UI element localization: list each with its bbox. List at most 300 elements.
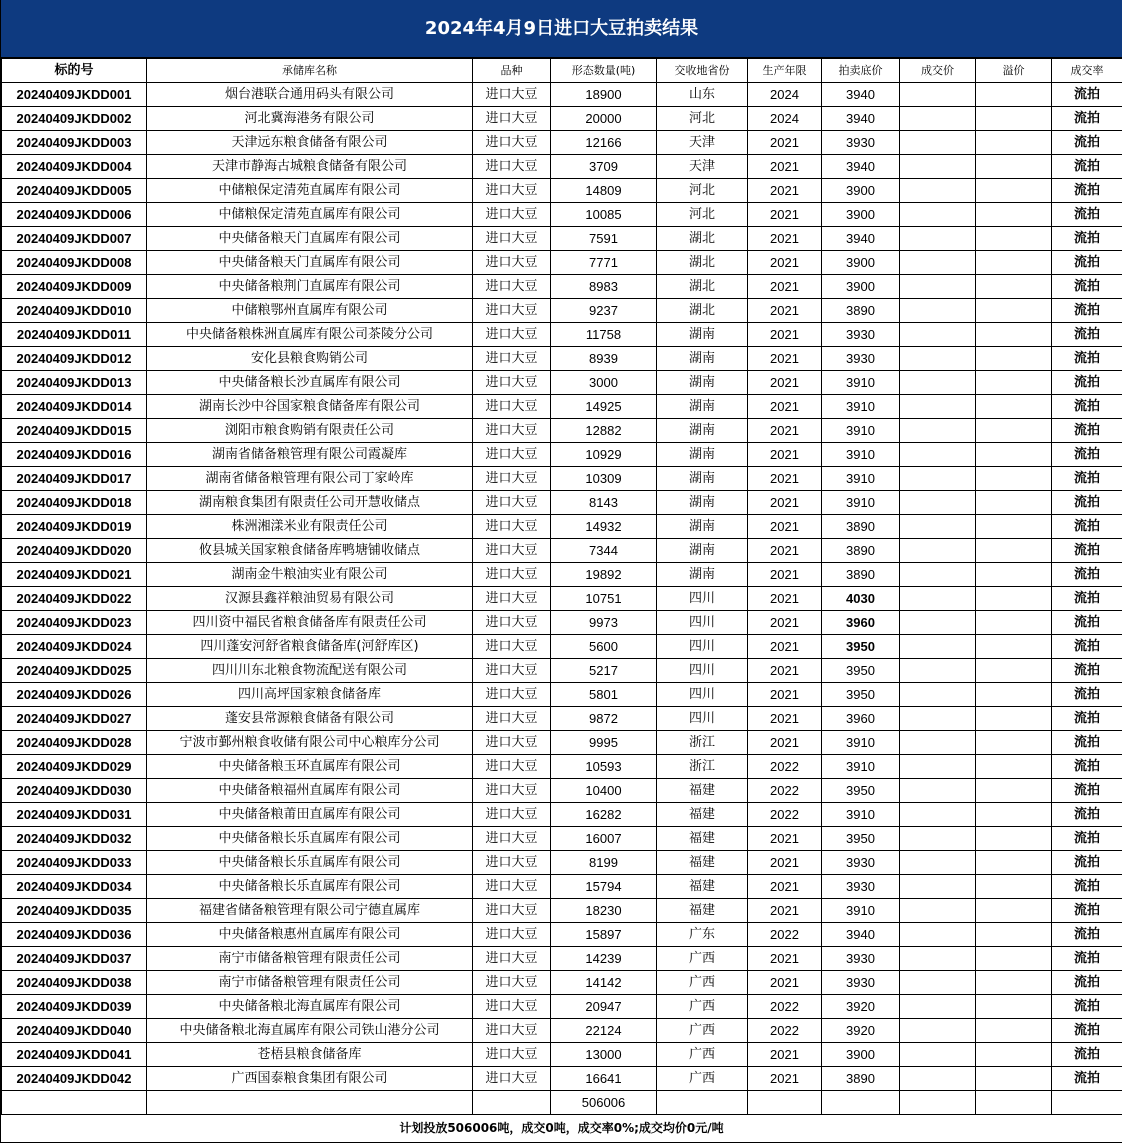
cell-warehouse: 攸县城关国家粮食储备库鸭塘铺收储点 — [147, 539, 473, 563]
cell-premium — [976, 419, 1052, 443]
cell-province: 福建 — [657, 851, 748, 875]
cell-warehouse: 河北冀海港务有限公司 — [147, 107, 473, 131]
cell-deal-price — [900, 275, 976, 299]
cell-lot: 20240409JKDD022 — [2, 587, 147, 611]
total-blank-province — [657, 1091, 748, 1115]
cell-reserve-price: 3950 — [822, 659, 900, 683]
cell-lot: 20240409JKDD011 — [2, 323, 147, 347]
cell-province: 河北 — [657, 179, 748, 203]
cell-deal-price — [900, 83, 976, 107]
table-row — [2, 155, 1122, 179]
cell-deal-price — [900, 491, 976, 515]
table-row — [2, 851, 1122, 875]
cell-deal-rate: 流拍 — [1052, 851, 1122, 875]
table-row — [2, 899, 1122, 923]
cell-year: 2021 — [748, 683, 822, 707]
cell-lot: 20240409JKDD034 — [2, 875, 147, 899]
cell-deal-price — [900, 347, 976, 371]
cell-variety: 进口大豆 — [473, 803, 551, 827]
cell-premium — [976, 83, 1052, 107]
cell-province: 广西 — [657, 971, 748, 995]
cell-lot: 20240409JKDD009 — [2, 275, 147, 299]
table-row — [2, 779, 1122, 803]
table-row — [2, 251, 1122, 275]
cell-quantity: 7344 — [551, 539, 657, 563]
cell-variety: 进口大豆 — [473, 635, 551, 659]
cell-province: 湖南 — [657, 563, 748, 587]
cell-premium — [976, 875, 1052, 899]
cell-year: 2022 — [748, 923, 822, 947]
cell-premium — [976, 683, 1052, 707]
table-row — [2, 395, 1122, 419]
header-province: 交收地省份 — [657, 59, 748, 83]
table-row — [2, 971, 1122, 995]
cell-lot: 20240409JKDD028 — [2, 731, 147, 755]
cell-variety: 进口大豆 — [473, 731, 551, 755]
cell-deal-price — [900, 443, 976, 467]
cell-quantity: 16282 — [551, 803, 657, 827]
cell-deal-rate: 流拍 — [1052, 635, 1122, 659]
cell-quantity: 7771 — [551, 251, 657, 275]
cell-year: 2022 — [748, 755, 822, 779]
cell-year: 2021 — [748, 203, 822, 227]
cell-warehouse: 中央储备粮长乐直属库有限公司 — [147, 851, 473, 875]
cell-warehouse: 中央储备粮福州直属库有限公司 — [147, 779, 473, 803]
cell-lot: 20240409JKDD015 — [2, 419, 147, 443]
cell-reserve-price: 3930 — [822, 947, 900, 971]
cell-variety: 进口大豆 — [473, 707, 551, 731]
cell-province: 福建 — [657, 779, 748, 803]
cell-province: 湖北 — [657, 251, 748, 275]
table-row — [2, 923, 1122, 947]
cell-variety: 进口大豆 — [473, 467, 551, 491]
cell-warehouse: 广西国泰粮食集团有限公司 — [147, 1067, 473, 1091]
cell-province: 湖南 — [657, 467, 748, 491]
cell-deal-rate: 流拍 — [1052, 395, 1122, 419]
cell-premium — [976, 899, 1052, 923]
cell-reserve-price: 3900 — [822, 203, 900, 227]
cell-variety: 进口大豆 — [473, 971, 551, 995]
cell-deal-price — [900, 395, 976, 419]
cell-deal-price — [900, 131, 976, 155]
cell-year: 2024 — [748, 107, 822, 131]
cell-year: 2021 — [748, 707, 822, 731]
header-row — [2, 59, 1122, 83]
cell-lot: 20240409JKDD024 — [2, 635, 147, 659]
cell-premium — [976, 179, 1052, 203]
cell-deal-price — [900, 827, 976, 851]
cell-variety: 进口大豆 — [473, 539, 551, 563]
cell-year: 2021 — [748, 395, 822, 419]
table-row — [2, 635, 1122, 659]
cell-quantity: 20000 — [551, 107, 657, 131]
cell-province: 河北 — [657, 107, 748, 131]
cell-deal-rate: 流拍 — [1052, 587, 1122, 611]
cell-quantity: 12882 — [551, 419, 657, 443]
table-row — [2, 875, 1122, 899]
header-variety: 品种 — [473, 59, 551, 83]
summary-line: 计划投放506006吨，成交0吨，成交率0%;成交均价0元/吨 — [1, 1115, 1122, 1143]
cell-deal-rate: 流拍 — [1052, 755, 1122, 779]
cell-warehouse: 中储粮保定清苑直属库有限公司 — [147, 203, 473, 227]
cell-deal-rate: 流拍 — [1052, 1043, 1122, 1067]
cell-variety: 进口大豆 — [473, 443, 551, 467]
total-blank-price — [822, 1091, 900, 1115]
cell-province: 湖南 — [657, 419, 748, 443]
cell-warehouse: 湖南金牛粮油实业有限公司 — [147, 563, 473, 587]
cell-deal-rate: 流拍 — [1052, 419, 1122, 443]
cell-deal-price — [900, 515, 976, 539]
cell-variety: 进口大豆 — [473, 515, 551, 539]
header-warehouse: 承储库名称 — [147, 59, 473, 83]
cell-deal-price — [900, 683, 976, 707]
cell-deal-rate: 流拍 — [1052, 1019, 1122, 1043]
cell-province: 天津 — [657, 131, 748, 155]
table-row — [2, 179, 1122, 203]
cell-reserve-price: 3910 — [822, 419, 900, 443]
cell-quantity: 10593 — [551, 755, 657, 779]
cell-deal-rate: 流拍 — [1052, 1067, 1122, 1091]
cell-premium — [976, 947, 1052, 971]
cell-year: 2021 — [748, 251, 822, 275]
table-row — [2, 707, 1122, 731]
cell-deal-price — [900, 419, 976, 443]
table-row — [2, 587, 1122, 611]
cell-year: 2021 — [748, 659, 822, 683]
cell-quantity: 7591 — [551, 227, 657, 251]
cell-year: 2022 — [748, 779, 822, 803]
cell-warehouse: 湖南长沙中谷国家粮食储备库有限公司 — [147, 395, 473, 419]
cell-lot: 20240409JKDD014 — [2, 395, 147, 419]
cell-quantity: 22124 — [551, 1019, 657, 1043]
cell-deal-rate: 流拍 — [1052, 563, 1122, 587]
cell-province: 福建 — [657, 827, 748, 851]
table-row — [2, 467, 1122, 491]
cell-warehouse: 安化县粮食购销公司 — [147, 347, 473, 371]
cell-warehouse: 四川蓬安河舒省粮食储备库(河舒库区) — [147, 635, 473, 659]
cell-deal-rate: 流拍 — [1052, 491, 1122, 515]
cell-quantity: 14142 — [551, 971, 657, 995]
table-row — [2, 443, 1122, 467]
cell-deal-rate: 流拍 — [1052, 251, 1122, 275]
table-row — [2, 731, 1122, 755]
table-row — [2, 1043, 1122, 1067]
cell-province: 广西 — [657, 995, 748, 1019]
cell-deal-price — [900, 587, 976, 611]
cell-quantity: 9995 — [551, 731, 657, 755]
cell-deal-price — [900, 1067, 976, 1091]
cell-quantity: 15897 — [551, 923, 657, 947]
cell-deal-rate: 流拍 — [1052, 371, 1122, 395]
cell-warehouse: 中央储备粮荆门直属库有限公司 — [147, 275, 473, 299]
cell-variety: 进口大豆 — [473, 371, 551, 395]
cell-deal-rate: 流拍 — [1052, 203, 1122, 227]
cell-deal-rate: 流拍 — [1052, 515, 1122, 539]
cell-year: 2021 — [748, 563, 822, 587]
cell-premium — [976, 1043, 1052, 1067]
cell-premium — [976, 779, 1052, 803]
header-quantity: 形态数量(吨) — [551, 59, 657, 83]
cell-reserve-price: 3910 — [822, 803, 900, 827]
cell-warehouse: 湖南粮食集团有限责任公司开慧收储点 — [147, 491, 473, 515]
cell-province: 四川 — [657, 635, 748, 659]
cell-year: 2021 — [748, 515, 822, 539]
cell-deal-price — [900, 803, 976, 827]
cell-lot: 20240409JKDD030 — [2, 779, 147, 803]
cell-deal-rate: 流拍 — [1052, 923, 1122, 947]
cell-province: 湖南 — [657, 395, 748, 419]
header-deal-price: 成交价 — [900, 59, 976, 83]
cell-province: 广东 — [657, 923, 748, 947]
cell-warehouse: 南宁市储备粮管理有限责任公司 — [147, 971, 473, 995]
cell-premium — [976, 827, 1052, 851]
cell-province: 湖北 — [657, 227, 748, 251]
cell-variety: 进口大豆 — [473, 611, 551, 635]
cell-warehouse: 四川川东北粮食物流配送有限公司 — [147, 659, 473, 683]
table-row — [2, 131, 1122, 155]
cell-lot: 20240409JKDD040 — [2, 1019, 147, 1043]
cell-deal-price — [900, 1019, 976, 1043]
cell-quantity: 5600 — [551, 635, 657, 659]
cell-premium — [976, 155, 1052, 179]
cell-deal-rate: 流拍 — [1052, 971, 1122, 995]
cell-province: 湖南 — [657, 539, 748, 563]
cell-lot: 20240409JKDD008 — [2, 251, 147, 275]
cell-lot: 20240409JKDD003 — [2, 131, 147, 155]
cell-lot: 20240409JKDD010 — [2, 299, 147, 323]
cell-quantity: 18230 — [551, 899, 657, 923]
cell-warehouse: 中储粮保定清苑直属库有限公司 — [147, 179, 473, 203]
cell-quantity: 9872 — [551, 707, 657, 731]
cell-variety: 进口大豆 — [473, 299, 551, 323]
cell-reserve-price: 3950 — [822, 779, 900, 803]
cell-reserve-price: 3890 — [822, 299, 900, 323]
cell-premium — [976, 659, 1052, 683]
cell-deal-price — [900, 467, 976, 491]
cell-quantity: 12166 — [551, 131, 657, 155]
table-row — [2, 299, 1122, 323]
cell-deal-price — [900, 611, 976, 635]
cell-reserve-price: 3950 — [822, 635, 900, 659]
cell-reserve-price: 3930 — [822, 131, 900, 155]
table-row — [2, 611, 1122, 635]
cell-variety: 进口大豆 — [473, 491, 551, 515]
cell-reserve-price: 3910 — [822, 467, 900, 491]
cell-year: 2021 — [748, 371, 822, 395]
cell-deal-price — [900, 107, 976, 131]
cell-province: 湖南 — [657, 347, 748, 371]
cell-deal-rate: 流拍 — [1052, 443, 1122, 467]
cell-province: 天津 — [657, 155, 748, 179]
table-row — [2, 491, 1122, 515]
cell-year: 2021 — [748, 611, 822, 635]
cell-province: 四川 — [657, 707, 748, 731]
cell-warehouse: 中央储备粮长乐直属库有限公司 — [147, 875, 473, 899]
cell-lot: 20240409JKDD027 — [2, 707, 147, 731]
cell-reserve-price: 3910 — [822, 491, 900, 515]
cell-premium — [976, 251, 1052, 275]
total-blank-year — [748, 1091, 822, 1115]
total-blank-rate — [1052, 1091, 1122, 1115]
cell-lot: 20240409JKDD029 — [2, 755, 147, 779]
cell-quantity: 11758 — [551, 323, 657, 347]
cell-year: 2021 — [748, 491, 822, 515]
cell-reserve-price: 3940 — [822, 227, 900, 251]
total-quantity: 506006 — [551, 1091, 657, 1115]
cell-quantity: 14809 — [551, 179, 657, 203]
table-row — [2, 275, 1122, 299]
cell-lot: 20240409JKDD013 — [2, 371, 147, 395]
auction-table — [1, 58, 1122, 1115]
cell-premium — [976, 347, 1052, 371]
cell-province: 山东 — [657, 83, 748, 107]
table-row — [2, 1067, 1122, 1091]
table-row — [2, 227, 1122, 251]
cell-reserve-price: 4030 — [822, 587, 900, 611]
cell-reserve-price: 3940 — [822, 155, 900, 179]
cell-year: 2021 — [748, 323, 822, 347]
header-reserve-price: 拍卖底价 — [822, 59, 900, 83]
cell-warehouse: 天津市静海古城粮食储备有限公司 — [147, 155, 473, 179]
cell-year: 2021 — [748, 299, 822, 323]
cell-deal-rate: 流拍 — [1052, 131, 1122, 155]
cell-reserve-price: 3900 — [822, 251, 900, 275]
cell-premium — [976, 1019, 1052, 1043]
cell-variety: 进口大豆 — [473, 347, 551, 371]
cell-premium — [976, 707, 1052, 731]
cell-deal-rate: 流拍 — [1052, 827, 1122, 851]
cell-warehouse: 南宁市储备粮管理有限责任公司 — [147, 947, 473, 971]
cell-reserve-price: 3890 — [822, 515, 900, 539]
cell-year: 2021 — [748, 467, 822, 491]
cell-deal-rate: 流拍 — [1052, 611, 1122, 635]
header-lot: 标的号 — [2, 59, 147, 83]
cell-warehouse: 中央储备粮北海直属库有限公司 — [147, 995, 473, 1019]
cell-reserve-price: 3910 — [822, 755, 900, 779]
cell-variety: 进口大豆 — [473, 659, 551, 683]
cell-quantity: 10751 — [551, 587, 657, 611]
cell-warehouse: 中央储备粮玉环直属库有限公司 — [147, 755, 473, 779]
cell-year: 2021 — [748, 827, 822, 851]
cell-reserve-price: 3910 — [822, 443, 900, 467]
cell-premium — [976, 1067, 1052, 1091]
cell-year: 2021 — [748, 731, 822, 755]
cell-year: 2021 — [748, 275, 822, 299]
cell-warehouse: 天津远东粮食储备有限公司 — [147, 131, 473, 155]
cell-variety: 进口大豆 — [473, 1043, 551, 1067]
cell-reserve-price: 3930 — [822, 971, 900, 995]
table-row — [2, 755, 1122, 779]
cell-deal-rate: 流拍 — [1052, 875, 1122, 899]
cell-year: 2021 — [748, 875, 822, 899]
cell-quantity: 14932 — [551, 515, 657, 539]
total-blank-variety — [473, 1091, 551, 1115]
cell-deal-price — [900, 539, 976, 563]
cell-quantity: 16007 — [551, 827, 657, 851]
table-row — [2, 803, 1122, 827]
cell-province: 湖南 — [657, 323, 748, 347]
cell-deal-price — [900, 779, 976, 803]
cell-deal-rate: 流拍 — [1052, 947, 1122, 971]
cell-quantity: 8983 — [551, 275, 657, 299]
cell-variety: 进口大豆 — [473, 227, 551, 251]
cell-warehouse: 中央储备粮长沙直属库有限公司 — [147, 371, 473, 395]
cell-lot: 20240409JKDD017 — [2, 467, 147, 491]
cell-warehouse: 苍梧县粮食储备库 — [147, 1043, 473, 1067]
cell-lot: 20240409JKDD023 — [2, 611, 147, 635]
cell-province: 四川 — [657, 659, 748, 683]
cell-province: 湖南 — [657, 515, 748, 539]
cell-province: 河北 — [657, 203, 748, 227]
cell-year: 2021 — [748, 131, 822, 155]
cell-quantity: 5801 — [551, 683, 657, 707]
cell-quantity: 5217 — [551, 659, 657, 683]
cell-province: 浙江 — [657, 755, 748, 779]
cell-variety: 进口大豆 — [473, 947, 551, 971]
cell-lot: 20240409JKDD020 — [2, 539, 147, 563]
cell-deal-price — [900, 659, 976, 683]
cell-lot: 20240409JKDD031 — [2, 803, 147, 827]
cell-province: 湖北 — [657, 299, 748, 323]
table-row — [2, 995, 1122, 1019]
cell-premium — [976, 587, 1052, 611]
cell-year: 2021 — [748, 851, 822, 875]
cell-quantity: 3709 — [551, 155, 657, 179]
cell-province: 湖南 — [657, 443, 748, 467]
total-blank-deal — [900, 1091, 976, 1115]
cell-deal-price — [900, 635, 976, 659]
cell-deal-rate: 流拍 — [1052, 107, 1122, 131]
cell-variety: 进口大豆 — [473, 1019, 551, 1043]
cell-province: 广西 — [657, 1019, 748, 1043]
table-row — [2, 515, 1122, 539]
cell-year: 2021 — [748, 179, 822, 203]
cell-variety: 进口大豆 — [473, 155, 551, 179]
cell-deal-price — [900, 971, 976, 995]
cell-deal-price — [900, 371, 976, 395]
cell-variety: 进口大豆 — [473, 107, 551, 131]
cell-lot: 20240409JKDD036 — [2, 923, 147, 947]
cell-year: 2022 — [748, 803, 822, 827]
cell-deal-rate: 流拍 — [1052, 155, 1122, 179]
cell-warehouse: 中央储备粮莆田直属库有限公司 — [147, 803, 473, 827]
cell-quantity: 3000 — [551, 371, 657, 395]
cell-reserve-price: 3890 — [822, 563, 900, 587]
cell-reserve-price: 3910 — [822, 371, 900, 395]
cell-quantity: 9237 — [551, 299, 657, 323]
cell-reserve-price: 3960 — [822, 611, 900, 635]
cell-year: 2021 — [748, 227, 822, 251]
cell-lot: 20240409JKDD007 — [2, 227, 147, 251]
cell-premium — [976, 131, 1052, 155]
cell-province: 浙江 — [657, 731, 748, 755]
cell-reserve-price: 3900 — [822, 1043, 900, 1067]
cell-deal-rate: 流拍 — [1052, 995, 1122, 1019]
cell-quantity: 14239 — [551, 947, 657, 971]
table-row — [2, 1019, 1122, 1043]
total-blank-warehouse — [147, 1091, 473, 1115]
cell-deal-rate: 流拍 — [1052, 323, 1122, 347]
total-row — [2, 1091, 1122, 1115]
cell-province: 湖南 — [657, 371, 748, 395]
table-row — [2, 539, 1122, 563]
cell-variety: 进口大豆 — [473, 131, 551, 155]
cell-deal-rate: 流拍 — [1052, 83, 1122, 107]
cell-deal-price — [900, 1043, 976, 1067]
cell-warehouse: 浏阳市粮食购销有限责任公司 — [147, 419, 473, 443]
cell-warehouse: 湖南省储备粮管理有限公司霞凝库 — [147, 443, 473, 467]
cell-reserve-price: 3920 — [822, 995, 900, 1019]
